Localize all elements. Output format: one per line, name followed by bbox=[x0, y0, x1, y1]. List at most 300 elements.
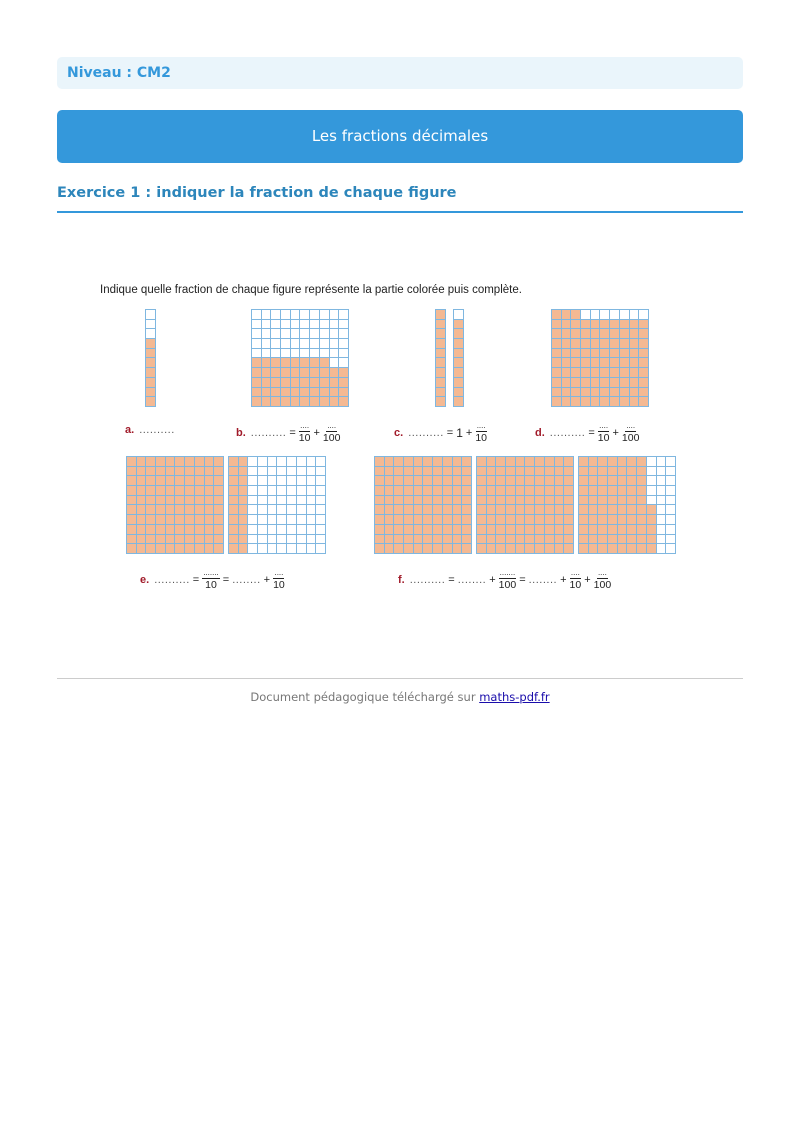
grid-cell bbox=[462, 525, 471, 534]
grid-cell bbox=[433, 544, 442, 553]
grid-cell bbox=[506, 457, 515, 466]
grid-cell bbox=[300, 310, 309, 319]
grid-cell bbox=[175, 525, 184, 534]
grid-cell bbox=[127, 505, 136, 514]
grid-cell bbox=[637, 486, 646, 495]
unit-grid bbox=[578, 456, 676, 554]
grid-cell bbox=[637, 457, 646, 466]
answer-d bbox=[535, 422, 639, 444]
grid-cell bbox=[166, 457, 175, 466]
grid-cell bbox=[562, 349, 571, 358]
grid-cell bbox=[320, 378, 329, 387]
grid-cell bbox=[637, 467, 646, 476]
fraction-numerator[interactable]: .... bbox=[300, 421, 310, 430]
grid-cell bbox=[579, 496, 588, 505]
grid-cell bbox=[320, 397, 329, 406]
grid-cell bbox=[598, 535, 607, 544]
grid-cell bbox=[175, 544, 184, 553]
grid-cell bbox=[127, 476, 136, 485]
grid-cell bbox=[127, 535, 136, 544]
grid-cell bbox=[564, 505, 573, 514]
grid-cell bbox=[608, 467, 617, 476]
grid-cell bbox=[414, 535, 423, 544]
blank-field[interactable]: ........ bbox=[232, 573, 261, 586]
equals-sign: = bbox=[192, 573, 200, 586]
blank-field[interactable]: ........ bbox=[528, 573, 558, 586]
blank-field[interactable]: .......... bbox=[139, 424, 175, 436]
grid-cell bbox=[620, 378, 629, 387]
grid-cell bbox=[545, 457, 554, 466]
plus-sign: + bbox=[313, 426, 320, 439]
grid-cell bbox=[277, 476, 286, 485]
grid-cell bbox=[300, 358, 309, 367]
grid-cell bbox=[281, 320, 290, 329]
grid-cell bbox=[205, 505, 214, 514]
grid-cell bbox=[610, 310, 619, 319]
grid-cell bbox=[127, 515, 136, 524]
grid-cell bbox=[666, 525, 675, 534]
grid-cell bbox=[600, 339, 609, 348]
grid-cell bbox=[175, 515, 184, 524]
grid-cell bbox=[552, 378, 561, 387]
grid-cell bbox=[453, 525, 462, 534]
grid-cell bbox=[555, 476, 564, 485]
unit-grid bbox=[476, 456, 574, 554]
grid-cell bbox=[647, 505, 656, 514]
grid-cell bbox=[618, 525, 627, 534]
grid-cell bbox=[647, 544, 656, 553]
answer-b bbox=[236, 422, 340, 444]
grid-cell bbox=[339, 310, 348, 319]
grid-cell bbox=[414, 505, 423, 514]
grid-cell bbox=[579, 486, 588, 495]
grid-cell bbox=[525, 505, 534, 514]
grid-cell bbox=[564, 525, 573, 534]
blank-field[interactable]: .......... bbox=[408, 426, 444, 439]
grid-cell bbox=[248, 467, 257, 476]
grid-cell bbox=[506, 476, 515, 485]
grid-cell bbox=[477, 505, 486, 514]
grid-cell bbox=[552, 320, 561, 329]
fraction-numerator[interactable]: ....... bbox=[203, 568, 219, 577]
grid-cell bbox=[487, 535, 496, 544]
blank-field[interactable]: .......... bbox=[154, 573, 190, 586]
grid-cell bbox=[436, 368, 445, 377]
grid-cell bbox=[598, 467, 607, 476]
grid-cell bbox=[175, 476, 184, 485]
grid-cell bbox=[156, 525, 165, 534]
grid-cell bbox=[647, 467, 656, 476]
equals-sign: = bbox=[448, 573, 455, 586]
grid-cell bbox=[545, 476, 554, 485]
grid-cell bbox=[271, 368, 280, 377]
grid-cell bbox=[525, 515, 534, 524]
grid-cell bbox=[281, 310, 290, 319]
grid-cell bbox=[277, 525, 286, 534]
grid-cell bbox=[316, 535, 325, 544]
grid-cell bbox=[477, 467, 486, 476]
grid-cell bbox=[307, 496, 316, 505]
grid-cell bbox=[268, 505, 277, 514]
grid-cell bbox=[258, 505, 267, 514]
grid-cell bbox=[600, 358, 609, 367]
grid-cell bbox=[404, 486, 413, 495]
grid-cell bbox=[591, 368, 600, 377]
grid-cell bbox=[310, 368, 319, 377]
grid-cell bbox=[394, 544, 403, 553]
grid-cell bbox=[454, 368, 463, 377]
grid-cell bbox=[535, 515, 544, 524]
grid-cell bbox=[394, 486, 403, 495]
grid-cell bbox=[214, 515, 223, 524]
grid-cell bbox=[195, 496, 204, 505]
grid-cell bbox=[564, 515, 573, 524]
grid-cell bbox=[423, 525, 432, 534]
grid-cell bbox=[287, 535, 296, 544]
grid-cell bbox=[185, 457, 194, 466]
grid-cell bbox=[525, 476, 534, 485]
grid-cell bbox=[214, 535, 223, 544]
grid-cell bbox=[562, 378, 571, 387]
grid-cell bbox=[610, 339, 619, 348]
grid-cell bbox=[137, 535, 146, 544]
grid-cell bbox=[647, 515, 656, 524]
grid-cell bbox=[229, 467, 238, 476]
grid-cell bbox=[423, 496, 432, 505]
grid-cell bbox=[414, 476, 423, 485]
fraction-denominator: 100 bbox=[322, 432, 341, 444]
grid-cell bbox=[545, 544, 554, 553]
grid-cell bbox=[552, 310, 561, 319]
grid-cell bbox=[287, 505, 296, 514]
grid-cell bbox=[137, 457, 146, 466]
grid-cell bbox=[657, 467, 666, 476]
grid-cell bbox=[618, 515, 627, 524]
grid-cell bbox=[647, 457, 656, 466]
grid-cell bbox=[600, 378, 609, 387]
grid-cell bbox=[166, 515, 175, 524]
grid-cell bbox=[589, 476, 598, 485]
equals-sign: = bbox=[588, 426, 595, 439]
grid-cell bbox=[462, 486, 471, 495]
grid-cell bbox=[339, 397, 348, 406]
grid-cell bbox=[591, 339, 600, 348]
grid-cell bbox=[404, 535, 413, 544]
page-title: Les fractions décimales bbox=[311, 127, 489, 145]
grid-cell bbox=[297, 515, 306, 524]
grid-cell bbox=[205, 515, 214, 524]
grid-cell bbox=[579, 505, 588, 514]
grid-cell bbox=[555, 535, 564, 544]
grid-cell bbox=[252, 368, 261, 377]
grid-cell bbox=[146, 358, 155, 367]
grid-cell bbox=[262, 349, 271, 358]
grid-cell bbox=[564, 486, 573, 495]
grid-cell bbox=[453, 457, 462, 466]
grid-cell bbox=[127, 486, 136, 495]
grid-cell bbox=[666, 457, 675, 466]
grid-cell bbox=[610, 378, 619, 387]
letter-a: a. bbox=[125, 424, 135, 436]
grid-cell bbox=[535, 457, 544, 466]
blank-field[interactable]: .......... bbox=[409, 573, 446, 586]
grid-cell bbox=[627, 486, 636, 495]
grid-cell bbox=[620, 320, 629, 329]
grid-cell bbox=[262, 397, 271, 406]
grid-cell bbox=[307, 476, 316, 485]
grid-cell bbox=[657, 515, 666, 524]
grid-cell bbox=[666, 476, 675, 485]
grid-cell bbox=[506, 525, 515, 534]
grid-cell bbox=[618, 544, 627, 553]
grid-cell bbox=[339, 320, 348, 329]
fraction-numerator[interactable]: ....... bbox=[499, 568, 516, 577]
grid-cell bbox=[300, 329, 309, 338]
grid-cell bbox=[666, 505, 675, 514]
grid-cell bbox=[454, 310, 463, 319]
grid-cell bbox=[423, 457, 432, 466]
grid-cell bbox=[385, 505, 394, 514]
grid-cell bbox=[229, 535, 238, 544]
grid-cell bbox=[258, 544, 267, 553]
grid-cell bbox=[666, 486, 675, 495]
grid-cell bbox=[414, 515, 423, 524]
grid-cell bbox=[127, 496, 136, 505]
grid-cell bbox=[535, 467, 544, 476]
grid-cell bbox=[454, 329, 463, 338]
grid-cell bbox=[394, 505, 403, 514]
grid-cell bbox=[637, 535, 646, 544]
integer-part: 1 bbox=[456, 425, 463, 440]
grid-cell bbox=[146, 378, 155, 387]
grid-cell bbox=[516, 457, 525, 466]
grid-cell bbox=[630, 388, 639, 397]
grid-cell bbox=[436, 388, 445, 397]
grid-cell bbox=[657, 525, 666, 534]
grid-cell bbox=[639, 329, 648, 338]
grid-cell bbox=[630, 358, 639, 367]
plus-sign: + bbox=[560, 573, 567, 586]
grid-cell bbox=[268, 535, 277, 544]
grid-cell bbox=[462, 544, 471, 553]
grid-cell bbox=[525, 544, 534, 553]
grid-cell bbox=[545, 525, 554, 534]
grid-cell bbox=[571, 378, 580, 387]
footer-link[interactable]: maths-pdf.fr bbox=[479, 690, 550, 704]
grid-cell bbox=[271, 339, 280, 348]
grid-cell bbox=[443, 515, 452, 524]
grid-cell bbox=[630, 368, 639, 377]
fraction-numerator[interactable]: .... bbox=[626, 421, 636, 430]
blank-field[interactable]: .......... bbox=[250, 426, 287, 439]
grid-cell bbox=[610, 320, 619, 329]
grid-cell bbox=[433, 525, 442, 534]
grid-cell bbox=[436, 320, 445, 329]
grid-cell bbox=[320, 329, 329, 338]
grid-cell bbox=[618, 505, 627, 514]
grid-cell bbox=[525, 467, 534, 476]
grid-cell bbox=[620, 397, 629, 406]
grid-cell bbox=[579, 476, 588, 485]
grid-cell bbox=[166, 467, 175, 476]
grid-cell bbox=[620, 368, 629, 377]
grid-cell bbox=[375, 496, 384, 505]
grid-cell bbox=[535, 476, 544, 485]
grid-cell bbox=[647, 476, 656, 485]
fraction-numerator[interactable]: .... bbox=[597, 568, 607, 577]
blank-field[interactable]: ........ bbox=[457, 573, 487, 586]
grid-cell bbox=[591, 358, 600, 367]
grid-cell bbox=[462, 467, 471, 476]
grid-cell bbox=[535, 544, 544, 553]
grid-cell bbox=[618, 467, 627, 476]
grid-cell bbox=[310, 378, 319, 387]
fraction-numerator[interactable]: .... bbox=[476, 421, 486, 430]
grid-cell bbox=[214, 467, 223, 476]
grid-cell bbox=[454, 358, 463, 367]
letter-f: f. bbox=[398, 573, 405, 586]
grid-cell bbox=[239, 544, 248, 553]
equals-sign: = bbox=[446, 426, 454, 439]
grid-cell bbox=[320, 320, 329, 329]
grid-cell bbox=[287, 525, 296, 534]
grid-cell bbox=[639, 310, 648, 319]
grid-cell bbox=[156, 505, 165, 514]
grid-cell bbox=[146, 320, 155, 329]
grid-cell bbox=[506, 505, 515, 514]
grid-cell bbox=[307, 457, 316, 466]
grid-cell bbox=[307, 515, 316, 524]
grid-cell bbox=[281, 358, 290, 367]
grid-cell bbox=[608, 535, 617, 544]
grid-cell bbox=[287, 486, 296, 495]
grid-cell bbox=[297, 544, 306, 553]
grid-cell bbox=[627, 467, 636, 476]
grid-cell bbox=[291, 310, 300, 319]
grid-cell bbox=[375, 476, 384, 485]
grid-cell bbox=[268, 496, 277, 505]
grid-cell bbox=[525, 535, 534, 544]
grid-cell bbox=[462, 457, 471, 466]
grid-cell bbox=[262, 358, 271, 367]
grid-cell bbox=[214, 505, 223, 514]
grid-cell bbox=[562, 368, 571, 377]
fraction-numerator[interactable]: .... bbox=[599, 421, 609, 430]
plus-sign: + bbox=[465, 426, 473, 439]
grid-cell bbox=[205, 486, 214, 495]
unit-grid bbox=[145, 309, 156, 407]
grid-cell bbox=[477, 486, 486, 495]
grid-cell bbox=[581, 310, 590, 319]
grid-cell bbox=[579, 535, 588, 544]
grid-cell bbox=[166, 496, 175, 505]
grid-cell bbox=[462, 515, 471, 524]
grid-cell bbox=[262, 310, 271, 319]
grid-cell bbox=[477, 457, 486, 466]
fraction bbox=[598, 422, 610, 444]
grid-cell bbox=[562, 397, 571, 406]
fraction-numerator[interactable]: .... bbox=[570, 568, 580, 577]
grid-cell bbox=[525, 457, 534, 466]
grid-cell bbox=[404, 525, 413, 534]
grid-cell bbox=[339, 358, 348, 367]
grid-cell bbox=[195, 535, 204, 544]
grid-cell bbox=[579, 525, 588, 534]
grid-cell bbox=[394, 525, 403, 534]
grid-cell bbox=[146, 535, 155, 544]
grid-cell bbox=[423, 476, 432, 485]
grid-cell bbox=[137, 505, 146, 514]
grid-cell bbox=[630, 397, 639, 406]
grid-cell bbox=[545, 496, 554, 505]
grid-cell bbox=[385, 544, 394, 553]
fraction-denominator: 100 bbox=[593, 579, 612, 591]
grid-cell bbox=[307, 486, 316, 495]
grid-cell bbox=[562, 329, 571, 338]
grid-cell bbox=[394, 457, 403, 466]
grid-cell bbox=[627, 544, 636, 553]
grid-cell bbox=[436, 329, 445, 338]
blank-field[interactable]: .......... bbox=[549, 426, 586, 439]
grid-cell bbox=[385, 496, 394, 505]
grid-cell bbox=[277, 535, 286, 544]
grid-cell bbox=[239, 467, 248, 476]
grid-cell bbox=[300, 339, 309, 348]
grid-cell bbox=[146, 329, 155, 338]
grid-cell bbox=[291, 329, 300, 338]
grid-cell bbox=[404, 505, 413, 514]
grid-cell bbox=[423, 486, 432, 495]
grid-cell bbox=[281, 339, 290, 348]
grid-cell bbox=[310, 339, 319, 348]
grid-cell bbox=[496, 515, 505, 524]
fraction-numerator[interactable]: .... bbox=[274, 568, 284, 577]
grid-cell bbox=[639, 320, 648, 329]
grid-cell bbox=[657, 544, 666, 553]
grid-cell bbox=[637, 496, 646, 505]
grid-cell bbox=[185, 535, 194, 544]
grid-cell bbox=[166, 476, 175, 485]
grid-cell bbox=[487, 486, 496, 495]
grid-cell bbox=[146, 457, 155, 466]
grid-cell bbox=[316, 515, 325, 524]
grid-cell bbox=[262, 388, 271, 397]
unit-grid bbox=[126, 456, 224, 554]
fraction bbox=[499, 569, 517, 591]
grid-cell bbox=[535, 505, 544, 514]
grid-cell bbox=[146, 310, 155, 319]
grid-cell bbox=[375, 544, 384, 553]
grid-cell bbox=[339, 349, 348, 358]
grid-cell bbox=[239, 496, 248, 505]
grid-cell bbox=[330, 329, 339, 338]
grid-cell bbox=[487, 505, 496, 514]
grid-cell bbox=[127, 457, 136, 466]
grid-cell bbox=[618, 535, 627, 544]
grid-cell bbox=[598, 476, 607, 485]
grid-cell bbox=[630, 378, 639, 387]
fraction-numerator[interactable]: .... bbox=[327, 421, 337, 430]
grid-cell bbox=[589, 525, 598, 534]
grid-cell bbox=[137, 515, 146, 524]
grid-cell bbox=[248, 535, 257, 544]
grid-cell bbox=[627, 457, 636, 466]
grid-cell bbox=[205, 467, 214, 476]
grid-cell bbox=[454, 388, 463, 397]
grid-cell bbox=[156, 544, 165, 553]
grid-cell bbox=[185, 544, 194, 553]
grid-cell bbox=[248, 544, 257, 553]
